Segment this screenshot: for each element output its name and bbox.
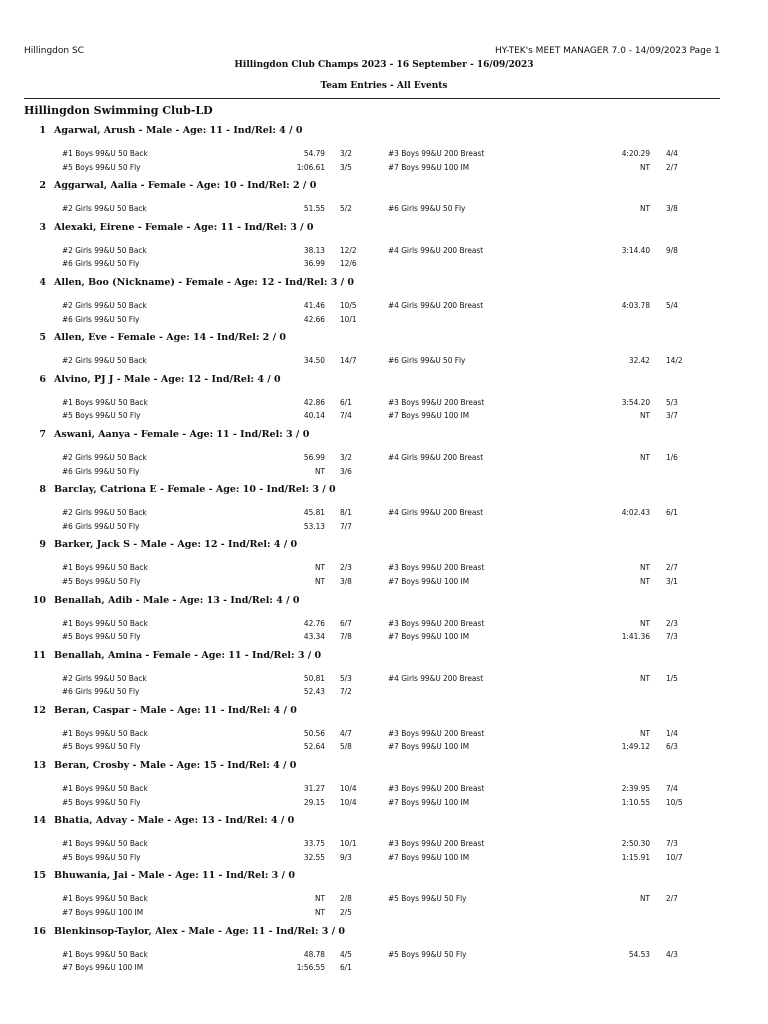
seed-time: 50.81 (303, 672, 325, 683)
swimmer-details: Alvino, PJ J - Male - Age: 12 - Ind/Rel: 4 / 0 (54, 373, 281, 385)
event-row (0, 630, 768, 644)
heat-lane: 2/3 (666, 617, 678, 628)
swimmer-number: 3 (39, 221, 46, 233)
event-name: #6 Girls 99&U 50 Fly (388, 355, 466, 366)
swimmer-entry (0, 174, 768, 216)
heat-lane: 2/3 (340, 562, 352, 573)
seed-time: NT (314, 575, 325, 586)
heat-lane: 12/2 (340, 244, 357, 255)
seed-time: NT (639, 161, 650, 172)
seed-time: 40.14 (303, 410, 325, 421)
heat-lane: 14/7 (340, 355, 357, 366)
seed-time: 45.81 (303, 507, 325, 518)
event-name: #7 Boys 99&U 100 IM (388, 631, 470, 642)
swimmer-details: Beran, Crosby - Male - Age: 15 - Ind/Rel: 4 / 0 (54, 760, 297, 772)
event-name: #7 Boys 99&U 100 IM (62, 962, 144, 973)
event-name: #6 Girls 99&U 50 Fly (62, 258, 140, 269)
heat-lane: 3/5 (340, 161, 352, 172)
event-name: #1 Boys 99&U 50 Back (62, 948, 148, 959)
heat-lane: 10/4 (340, 783, 357, 794)
seed-time: 42.66 (303, 313, 325, 324)
swimmer-number: 12 (32, 704, 46, 716)
swimmer-heading (0, 119, 768, 139)
event-row (0, 451, 768, 465)
seed-time: NT (639, 672, 650, 683)
seed-time: 53.13 (303, 520, 325, 531)
heat-lane: 10/7 (666, 851, 683, 862)
seed-time: 54.79 (303, 148, 325, 158)
swimmer-heading (0, 533, 768, 553)
swimmer-heading (0, 478, 768, 498)
swimmer-entry (0, 754, 768, 809)
event-name: #3 Boys 99&U 200 Breast (388, 562, 485, 573)
seed-time: 42.76 (303, 617, 325, 628)
swimmer-heading (0, 326, 768, 346)
seed-time: 41.46 (303, 299, 325, 310)
heat-lane: 10/1 (340, 313, 357, 324)
heat-lane: 3/8 (340, 575, 352, 586)
heat-lane: 10/5 (340, 299, 357, 310)
event-row (0, 299, 768, 313)
event-name: #1 Boys 99&U 50 Back (62, 562, 148, 573)
swimmer-details: Allen, Eve - Female - Age: 14 - Ind/Rel: 2 / 0 (54, 332, 286, 344)
event-row (0, 740, 768, 754)
event-name: #2 Girls 99&U 50 Back (62, 299, 147, 310)
heat-lane: 2/7 (666, 893, 678, 904)
swimmer-entry (0, 119, 768, 174)
swimmer-number: 11 (32, 649, 46, 661)
seed-time: 50.56 (303, 727, 325, 738)
seed-time: 32.55 (303, 851, 325, 862)
event-row (0, 672, 768, 686)
header-club-name: Hillingdon SC (24, 46, 84, 56)
event-name: #3 Boys 99&U 200 Breast (388, 396, 485, 407)
event-row (0, 906, 768, 920)
heat-lane: 5/3 (666, 396, 678, 407)
swimmer-entry (0, 368, 768, 423)
seed-time: 4:02.43 (621, 507, 650, 518)
event-name: #7 Boys 99&U 100 IM (388, 796, 470, 807)
heat-lane: 5/3 (340, 672, 352, 683)
event-row (0, 520, 768, 534)
swimmer-entry (0, 809, 768, 864)
event-name: #4 Girls 99&U 200 Breast (388, 299, 484, 310)
seed-time: 1:10.55 (621, 796, 650, 807)
swimmer-number: 1 (39, 125, 46, 136)
event-name: #3 Boys 99&U 200 Breast (388, 148, 485, 158)
swimmer-entry (0, 920, 768, 975)
swimmer-entry (0, 589, 768, 644)
event-row (0, 409, 768, 423)
seed-time: 31.27 (303, 783, 325, 794)
event-name: #6 Girls 99&U 50 Fly (62, 313, 140, 324)
event-name: #7 Boys 99&U 100 IM (62, 907, 144, 918)
seed-time: 48.78 (303, 948, 325, 959)
heat-lane: 1/5 (666, 672, 678, 683)
seed-time: 43.34 (303, 631, 325, 642)
swimmer-heading (0, 271, 768, 291)
seed-time: 54.53 (628, 948, 650, 959)
heat-lane: 7/4 (666, 783, 678, 794)
event-name: #5 Boys 99&U 50 Fly (62, 796, 141, 807)
swimmer-heading (0, 174, 768, 194)
event-row (0, 257, 768, 271)
heat-lane: 1/4 (666, 727, 678, 738)
swimmer-number: 14 (32, 815, 46, 827)
event-row (0, 892, 768, 906)
event-name: #7 Boys 99&U 100 IM (388, 410, 470, 421)
event-name: #1 Boys 99&U 50 Back (62, 727, 148, 738)
swimmer-number: 16 (32, 925, 46, 937)
event-name: #5 Boys 99&U 50 Fly (62, 161, 141, 172)
event-name: #5 Boys 99&U 50 Fly (388, 948, 467, 959)
swimmer-entry (0, 423, 768, 478)
swimmer-heading (0, 699, 768, 719)
seed-time: 1:56.55 (296, 962, 325, 973)
seed-time: NT (639, 727, 650, 738)
seed-time: 2:39.95 (621, 783, 650, 794)
event-row (0, 465, 768, 479)
seed-time: 1:41.36 (621, 631, 650, 642)
swimmer-heading (0, 754, 768, 774)
swimmer-details: Agarwal, Arush - Male - Age: 11 - Ind/Rel: 4 / 0 (54, 125, 303, 136)
event-name: #2 Girls 99&U 50 Back (62, 355, 147, 366)
swimmer-details: Aswani, Aanya - Female - Age: 11 - Ind/Rel: 3 / 0 (54, 428, 310, 440)
event-row (0, 837, 768, 851)
swimmer-details: Barker, Jack S - Male - Age: 12 - Ind/Rel: 4 / 0 (54, 539, 298, 551)
event-row (0, 617, 768, 631)
swimmer-details: Aggarwal, Aalia - Female - Age: 10 - Ind/Rel: 2 / 0 (54, 180, 317, 192)
event-row (0, 161, 768, 175)
swimmer-entry (0, 699, 768, 754)
event-name: #3 Boys 99&U 200 Breast (388, 783, 485, 794)
heat-lane: 2/7 (666, 562, 678, 573)
seed-time: 42.86 (303, 396, 325, 407)
seed-time: 1:49.12 (621, 741, 650, 752)
event-name: #5 Boys 99&U 50 Fly (62, 575, 141, 586)
event-row (0, 354, 768, 368)
event-name: #4 Girls 99&U 200 Breast (388, 244, 484, 255)
header-software-page: HY-TEK's MEET MANAGER 7.0 - 14/09/2023 Page 1 (494, 46, 720, 56)
event-row (0, 202, 768, 216)
event-name: #1 Boys 99&U 50 Back (62, 617, 148, 628)
seed-time: 36.99 (303, 258, 325, 269)
event-name: #4 Girls 99&U 200 Breast (388, 672, 484, 683)
event-row (0, 244, 768, 258)
event-name: #5 Boys 99&U 50 Fly (62, 741, 141, 752)
event-row (0, 685, 768, 699)
heat-lane: 10/5 (666, 796, 683, 807)
event-name: #2 Girls 99&U 50 Back (62, 672, 147, 683)
seed-time: 38.13 (303, 244, 325, 255)
event-row (0, 782, 768, 796)
report-subtitle: Team Entries - All Events (320, 81, 448, 91)
event-row (0, 561, 768, 575)
seed-time: 1:06.61 (296, 161, 325, 172)
swimmer-number: 15 (32, 870, 46, 882)
event-name: #5 Boys 99&U 50 Fly (62, 410, 141, 421)
heat-lane: 4/3 (666, 948, 678, 959)
swimmer-details: Benallah, Adib - Male - Age: 13 - Ind/Rel: 4 / 0 (54, 594, 300, 606)
swimmer-entry (0, 478, 768, 533)
event-name: #7 Boys 99&U 100 IM (388, 851, 470, 862)
event-name: #5 Boys 99&U 50 Fly (388, 893, 467, 904)
swimmer-number: 8 (39, 484, 46, 496)
heat-lane: 4/7 (340, 727, 352, 738)
header-divider (24, 98, 720, 99)
heat-lane: 6/7 (340, 617, 352, 628)
heat-lane: 7/8 (340, 631, 352, 642)
heat-lane: 12/6 (340, 258, 357, 269)
heat-lane: 8/1 (340, 507, 352, 518)
seed-time: 1:15.91 (621, 851, 650, 862)
event-row (0, 727, 768, 741)
event-name: #3 Boys 99&U 200 Breast (388, 727, 485, 738)
event-row (0, 396, 768, 410)
seed-time: 51.55 (303, 203, 325, 214)
event-name: #2 Girls 99&U 50 Back (62, 451, 147, 462)
heat-lane: 7/4 (340, 410, 352, 421)
event-name: #7 Boys 99&U 100 IM (388, 741, 470, 752)
seed-time: NT (314, 562, 325, 573)
event-row (0, 961, 768, 975)
event-name: #1 Boys 99&U 50 Back (62, 893, 148, 904)
swimmer-entry (0, 271, 768, 326)
seed-time: NT (639, 410, 650, 421)
swimmer-entry (0, 216, 768, 271)
event-name: #7 Boys 99&U 100 IM (388, 161, 470, 172)
swimmer-heading (0, 216, 768, 236)
heat-lane: 2/7 (666, 161, 678, 172)
event-row (0, 796, 768, 810)
seed-time: NT (639, 893, 650, 904)
swimmer-number: 10 (32, 594, 46, 606)
swimmer-number: 6 (39, 373, 46, 385)
swimmer-details: Bhatia, Advay - Male - Age: 13 - Ind/Rel: 4 / 0 (54, 815, 295, 827)
team-name: Hillingdon Swimming Club-LD (24, 104, 213, 117)
event-name: #3 Boys 99&U 200 Breast (388, 838, 485, 849)
event-name: #3 Boys 99&U 200 Breast (388, 617, 485, 628)
seed-time: 34.50 (303, 355, 325, 366)
swimmer-number: 4 (39, 276, 46, 288)
heat-lane: 3/2 (340, 451, 352, 462)
swimmer-number: 5 (39, 332, 46, 344)
event-name: #1 Boys 99&U 50 Back (62, 838, 148, 849)
event-name: #7 Boys 99&U 100 IM (388, 575, 470, 586)
swimmer-details: Barclay, Catriona E - Female - Age: 10 - Ind/Rel: 3 / 0 (54, 484, 336, 496)
heat-lane: 6/1 (666, 507, 678, 518)
event-name: #6 Girls 99&U 50 Fly (62, 686, 140, 697)
seed-time: 29.15 (303, 796, 325, 807)
swimmer-heading (0, 920, 768, 940)
swimmer-heading (0, 864, 768, 884)
heat-lane: 5/8 (340, 741, 352, 752)
swimmer-entry (0, 644, 768, 699)
swimmer-details: Blenkinsop-Taylor, Alex - Male - Age: 11 - Ind/Rel: 3 / 0 (54, 925, 346, 937)
heat-lane: 7/3 (666, 838, 678, 849)
seed-time: NT (314, 907, 325, 918)
heat-lane: 5/2 (340, 203, 352, 214)
event-row (0, 313, 768, 327)
swimmer-heading (0, 368, 768, 388)
seed-time: 2:50.30 (621, 838, 650, 849)
heat-lane: 3/7 (666, 410, 678, 421)
swimmer-number: 13 (32, 760, 46, 772)
swimmer-number: 9 (39, 539, 46, 551)
seed-time: NT (639, 203, 650, 214)
event-row (0, 147, 768, 161)
swimmer-details: Beran, Caspar - Male - Age: 11 - Ind/Rel: 4 / 0 (54, 704, 297, 716)
swimmer-entry (0, 533, 768, 588)
swimmer-details: Benallah, Amina - Female - Age: 11 - Ind/Rel: 3 / 0 (54, 649, 322, 661)
heat-lane: 2/8 (340, 893, 352, 904)
seed-time: NT (639, 617, 650, 628)
event-row (0, 506, 768, 520)
swimmer-details: Alexaki, Eirene - Female - Age: 11 - Ind/Rel: 3 / 0 (54, 221, 314, 233)
seed-time: 3:54.20 (621, 396, 650, 407)
seed-time: 4:03.78 (621, 299, 650, 310)
event-row (0, 575, 768, 589)
heat-lane: 6/1 (340, 962, 352, 973)
seed-time: 3:14.40 (621, 244, 650, 255)
event-name: #2 Girls 99&U 50 Back (62, 203, 147, 214)
seed-time: NT (639, 562, 650, 573)
event-name: #4 Girls 99&U 200 Breast (388, 451, 484, 462)
swimmer-details: Bhuwania, Jai - Male - Age: 11 - Ind/Rel: 3 / 0 (54, 870, 295, 882)
event-name: #6 Girls 99&U 50 Fly (388, 203, 466, 214)
seed-time: 33.75 (303, 838, 325, 849)
swimmer-details: Allen, Boo (Nickname) - Female - Age: 12 - Ind/Rel: 3 / 0 (54, 276, 354, 288)
event-name: #5 Boys 99&U 50 Fly (62, 631, 141, 642)
entries-list (0, 119, 768, 975)
heat-lane: 5/4 (666, 299, 678, 310)
seed-time: 32.42 (628, 355, 650, 366)
heat-lane: 9/8 (666, 244, 678, 255)
event-name: #6 Girls 99&U 50 Fly (62, 465, 140, 476)
heat-lane: 10/1 (340, 838, 357, 849)
heat-lane: 3/6 (340, 465, 352, 476)
seed-time: NT (314, 465, 325, 476)
heat-lane: 6/1 (340, 396, 352, 407)
heat-lane: 7/7 (340, 520, 352, 531)
seed-time: NT (639, 451, 650, 462)
event-row (0, 851, 768, 865)
heat-lane: 3/1 (666, 575, 678, 586)
swimmer-heading (0, 589, 768, 609)
event-name: #1 Boys 99&U 50 Back (62, 396, 148, 407)
event-name: #6 Girls 99&U 50 Fly (62, 520, 140, 531)
meet-title: Hillingdon Club Champs 2023 - 16 September - 16/09/2023 (234, 60, 534, 70)
swimmer-number: 7 (39, 428, 46, 440)
heat-lane: 14/2 (666, 355, 683, 366)
seed-time: NT (314, 893, 325, 904)
event-name: #5 Boys 99&U 50 Fly (62, 851, 141, 862)
swimmer-entry (0, 326, 768, 368)
heat-lane: 7/2 (340, 686, 352, 697)
event-name: #1 Boys 99&U 50 Back (62, 783, 148, 794)
heat-lane: 9/3 (340, 851, 352, 862)
heat-lane: 2/5 (340, 907, 352, 918)
event-name: #4 Girls 99&U 200 Breast (388, 507, 484, 518)
seed-time: NT (639, 575, 650, 586)
swimmer-heading (0, 644, 768, 664)
heat-lane: 4/5 (340, 948, 352, 959)
heat-lane: 6/3 (666, 741, 678, 752)
seed-time: 52.43 (303, 686, 325, 697)
event-row (0, 948, 768, 962)
heat-lane: 3/2 (340, 148, 352, 158)
heat-lane: 4/4 (666, 148, 678, 158)
heat-lane: 7/3 (666, 631, 678, 642)
heat-lane: 1/6 (666, 451, 678, 462)
swimmer-heading (0, 809, 768, 829)
swimmer-entry (0, 864, 768, 919)
swimmer-number: 2 (39, 180, 46, 192)
swimmer-heading (0, 423, 768, 443)
heat-lane: 3/8 (666, 203, 678, 214)
heat-lane: 10/4 (340, 796, 357, 807)
event-name: #2 Girls 99&U 50 Back (62, 507, 147, 518)
seed-time: 4:20.29 (621, 148, 650, 158)
seed-time: 56.99 (303, 451, 325, 462)
seed-time: 52.64 (303, 741, 325, 752)
event-name: #2 Girls 99&U 50 Back (62, 244, 147, 255)
event-name: #1 Boys 99&U 50 Back (62, 148, 148, 158)
